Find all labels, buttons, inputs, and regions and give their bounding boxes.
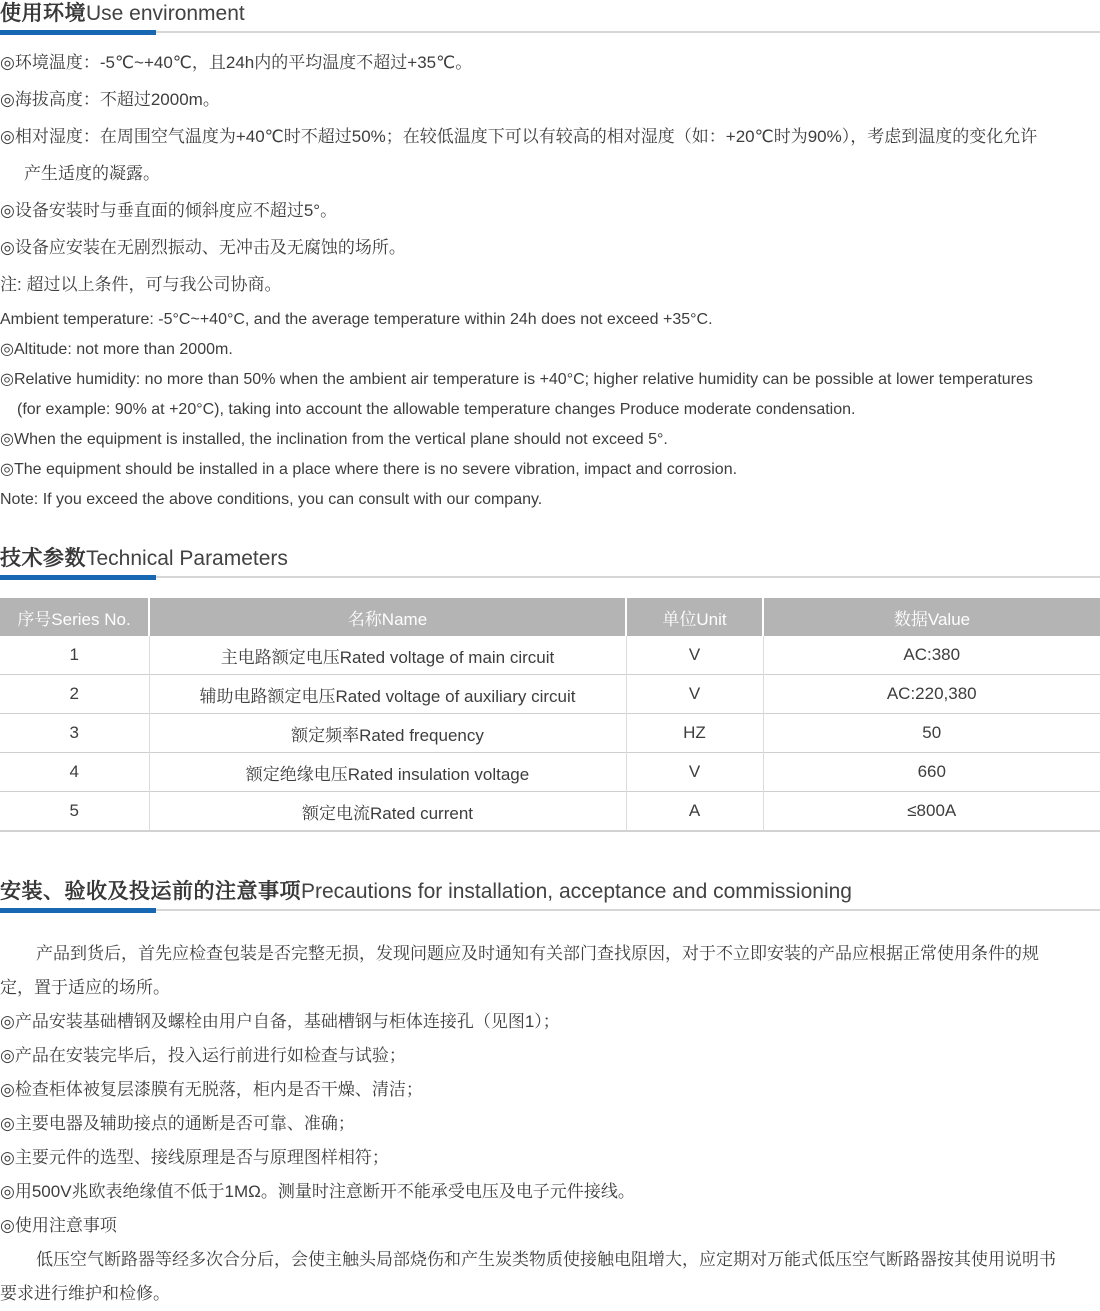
section-rule xyxy=(0,30,1100,37)
table-cell: A xyxy=(626,792,763,832)
table-row xyxy=(0,675,1100,714)
table-row xyxy=(0,753,1100,792)
text-line: ◎Altitude: not more than 2000m. xyxy=(0,341,233,358)
table-cell: 50 xyxy=(763,714,1100,753)
section-underline xyxy=(0,908,156,913)
text-line: ◎设备应安装在无剧烈振动、无冲击及无腐蚀的场所。 xyxy=(0,238,406,257)
table-cell: 额定频率Rated frequency xyxy=(149,714,626,753)
table-cell: V xyxy=(626,753,763,792)
section-title-zh: 安装、验收及投运前的注意事项 xyxy=(0,880,301,903)
section-underline xyxy=(0,30,156,35)
table-cell: 额定绝缘电压Rated insulation voltage xyxy=(149,753,626,792)
text-line: ◎用500V兆欧表绝缘值不低于1MΩ。测量时注意断开不能承受电压及电子元件接线。 xyxy=(0,1182,635,1201)
text-line: ◎使用注意事项 xyxy=(0,1216,117,1235)
text-line: ◎检查柜体被复层漆膜有无脱落，柜内是否干燥、清洁； xyxy=(0,1080,423,1099)
table-cell: 1 xyxy=(69,645,79,664)
text-line: ◎相对湿度：在周围空气温度为+40℃时不超过50%；在较低温度下可以有较高的相对湿度（如：+20℃时为90%），考虑到温度的变化允许 xyxy=(0,127,1038,146)
text-line: Note: If you exceed the above conditions, you can consult with our company. xyxy=(0,491,543,508)
section-title-technical-parameters xyxy=(0,546,1100,572)
text-line: ◎设备安装时与垂直面的倾斜度应不超过5°。 xyxy=(0,201,338,220)
table-cell: 主电路额定电压Rated voltage of main circuit xyxy=(149,636,626,675)
table-cell: 3 xyxy=(0,714,149,753)
table-cell: 5 xyxy=(0,792,149,832)
use-environment-chinese-lines xyxy=(0,44,1100,303)
section-technical-parameters xyxy=(0,546,1100,832)
text-line: ◎产品在安装完毕后，投入运行前进行如检查与试验； xyxy=(0,1046,406,1065)
section-underline xyxy=(0,575,156,580)
table-header-cell: 单位Unit xyxy=(626,598,763,636)
table-cell: 辅助电路额定电压Rated voltage of auxiliary circuit xyxy=(149,675,626,714)
text-line: ◎When the equipment is installed, the inclination from the vertical plane should not exceed 5°. xyxy=(0,431,668,448)
section-title-en: Use environment xyxy=(86,2,245,25)
table-cell: AC:220,380 xyxy=(763,675,1100,714)
table-row xyxy=(0,714,1100,753)
table-cell: 660 xyxy=(763,753,1100,792)
section-title-use-environment xyxy=(0,1,1100,27)
table-header-cell: 序号Series No. xyxy=(0,598,149,636)
table-cell: V xyxy=(626,636,763,675)
section-rule-gray-line xyxy=(0,909,1100,911)
text-line: 要求进行维护和检修。 xyxy=(0,1284,170,1303)
table-cell: V xyxy=(626,675,763,714)
section-rule-gray-line xyxy=(0,31,1100,33)
table-cell: AC:380 xyxy=(763,636,1100,675)
text-line: ◎主要元件的选型、接线原理是否与原理图样相符； xyxy=(0,1148,389,1167)
use-environment-english-lines xyxy=(0,305,1100,515)
parameters-table xyxy=(0,598,1100,832)
table-row xyxy=(0,792,1100,832)
text-line: Ambient temperature: -5°C~+40°C, and the average temperature within 24h does not exceed +35°C. xyxy=(0,311,713,328)
text-line: ◎海拔高度：不超过2000m。 xyxy=(0,90,220,109)
section-title-en: Precautions for installation, acceptance and commissioning xyxy=(301,880,852,903)
text-line: 低压空气断路器等经多次合分后，会使主触头局部烧伤和产生炭类物质使接触电阻增大，应定期对万能式低压空气断路器按其使用说明书 xyxy=(36,1250,1056,1269)
text-line: (for example: 90% at +20°C), taking into account the allowable temperature changes Produce moderate condensation. xyxy=(17,401,856,418)
table-header-row xyxy=(0,598,1100,636)
text-line: 产品到货后，首先应检查包装是否完整无损，发现问题应及时通知有关部门查找原因，对于不立即安装的产品应根据正常使用条件的规 xyxy=(36,944,1039,963)
section-rule xyxy=(0,908,1100,915)
table-cell: ≤800A xyxy=(763,792,1100,832)
section-use-environment xyxy=(0,1,1100,515)
text-line: ◎主要电器及辅助接点的通断是否可靠、准确； xyxy=(0,1114,355,1133)
section-rule xyxy=(0,575,1100,582)
table-cell: HZ xyxy=(626,714,763,753)
text-line: ◎Relative humidity: no more than 50% when the ambient air temperature is +40°C; higher relative humidity can be possible at lower temperatures xyxy=(0,371,1033,388)
text-line: ◎产品安装基础槽钢及螺栓由用户自备，基础槽钢与柜体连接孔（见图1）； xyxy=(0,1012,560,1031)
table-row xyxy=(0,636,1100,675)
section-title-en: Technical Parameters xyxy=(86,547,288,570)
section-title-zh: 技术参数 xyxy=(0,547,86,570)
text-line: 注: 超过以上条件，可与我公司协商。 xyxy=(0,275,282,294)
table-header-cell: 名称Name xyxy=(149,598,626,636)
table-cell: 2 xyxy=(0,675,149,714)
table-cell: 4 xyxy=(0,753,149,792)
text-line: 定，置于适应的场所。 xyxy=(0,978,170,997)
section-title-zh: 使用环境 xyxy=(0,2,86,25)
table-header-cell: 数据Value xyxy=(763,598,1100,636)
table-cell: 额定电流Rated current xyxy=(149,792,626,832)
section-precautions xyxy=(0,879,1100,1311)
section-rule-gray-line xyxy=(0,576,1100,578)
text-line: ◎The equipment should be installed in a place where there is no severe vibration, impact and corrosion. xyxy=(0,461,738,478)
text-line: ◎环境温度：-5℃~+40℃，且24h内的平均温度不超过+35℃。 xyxy=(0,53,473,72)
section-title-precautions xyxy=(0,879,1100,905)
precautions-lines xyxy=(0,937,1100,1311)
text-line: 产生适度的凝露。 xyxy=(24,164,160,183)
